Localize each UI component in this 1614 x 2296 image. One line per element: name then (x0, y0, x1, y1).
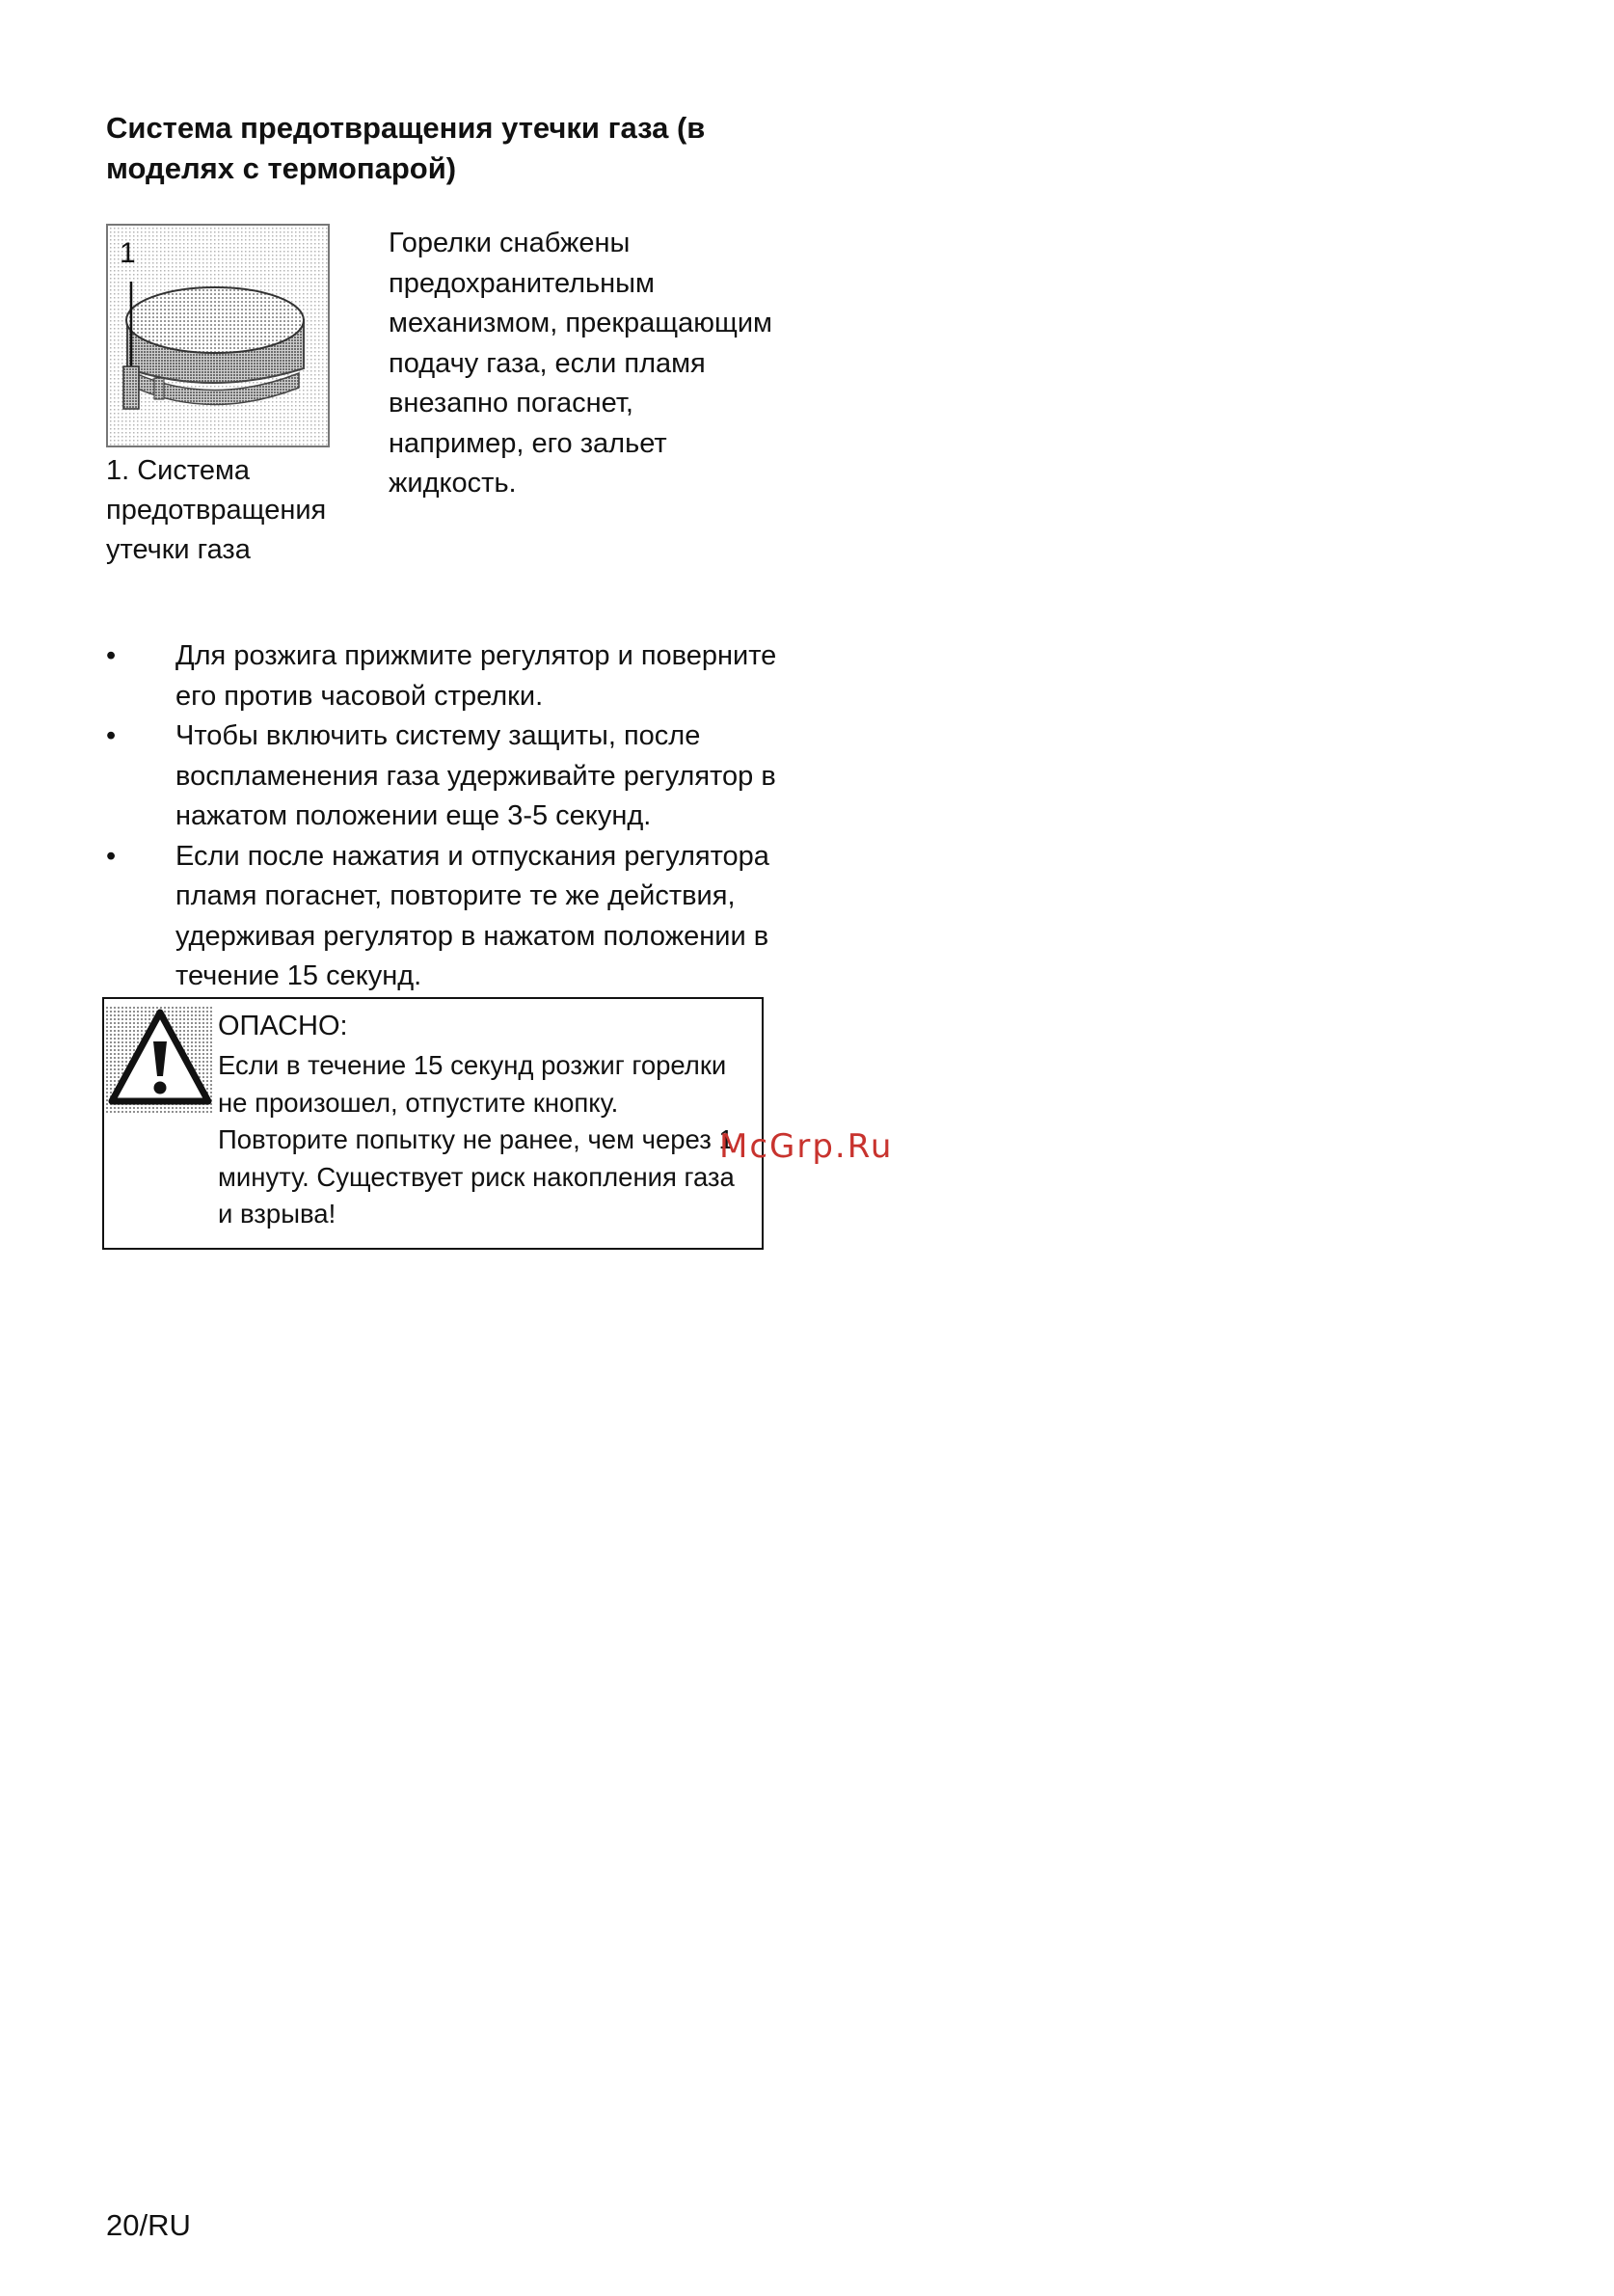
burner-figure (106, 224, 330, 447)
page-number: 20/RU (106, 2208, 191, 2242)
list-item (106, 716, 800, 837)
watermark-logo: McGrp.Ru (719, 1127, 894, 1166)
list-item (106, 837, 800, 997)
figure-caption: 1. Система предотвращения утечки газа (106, 455, 327, 565)
gas-burner-thermocouple-illustration (106, 224, 330, 447)
bullet-glyph: • (106, 720, 117, 751)
warning-title: ОПАСНО: (218, 1011, 348, 1041)
warning-text: Если в течение 15 секунд розжиг горелки не произошел, отпустите кнопку. Повторите попытку не ранее, чем через 1 минуту. Существует риск накопления газа и взрыва! (218, 1050, 735, 1229)
list-item-text: Для розжига прижмите регулятор и поверните его против часовой стрелки. (175, 640, 777, 712)
bullet-glyph: • (106, 840, 117, 872)
description-paragraph: Горелки снабжены предохранительным механизмом, прекращающим подачу газа, если пламя внезапно погаснет, например, его зальет жидкость. (389, 228, 772, 499)
list-item (106, 636, 800, 716)
list-item-text: Чтобы включить систему защиты, после воспламенения газа удерживайте регулятор в нажатом положении еще 3-5 секунд. (175, 720, 776, 831)
list-item-text: Если после нажатия и отпускания регулятора пламя погаснет, повторите те же действия, удерживая регулятор в нажатом положении в течение 15 секунд. (175, 840, 769, 991)
figure-number: 1 (120, 237, 136, 269)
instruction-list (106, 636, 800, 997)
warning-triangle-icon (106, 1007, 214, 1113)
section-heading: Система предотвращения утечки газа (в моделях с термопарой) (106, 111, 706, 185)
danger-warning-box (102, 997, 764, 1250)
bullet-glyph: • (106, 640, 117, 671)
